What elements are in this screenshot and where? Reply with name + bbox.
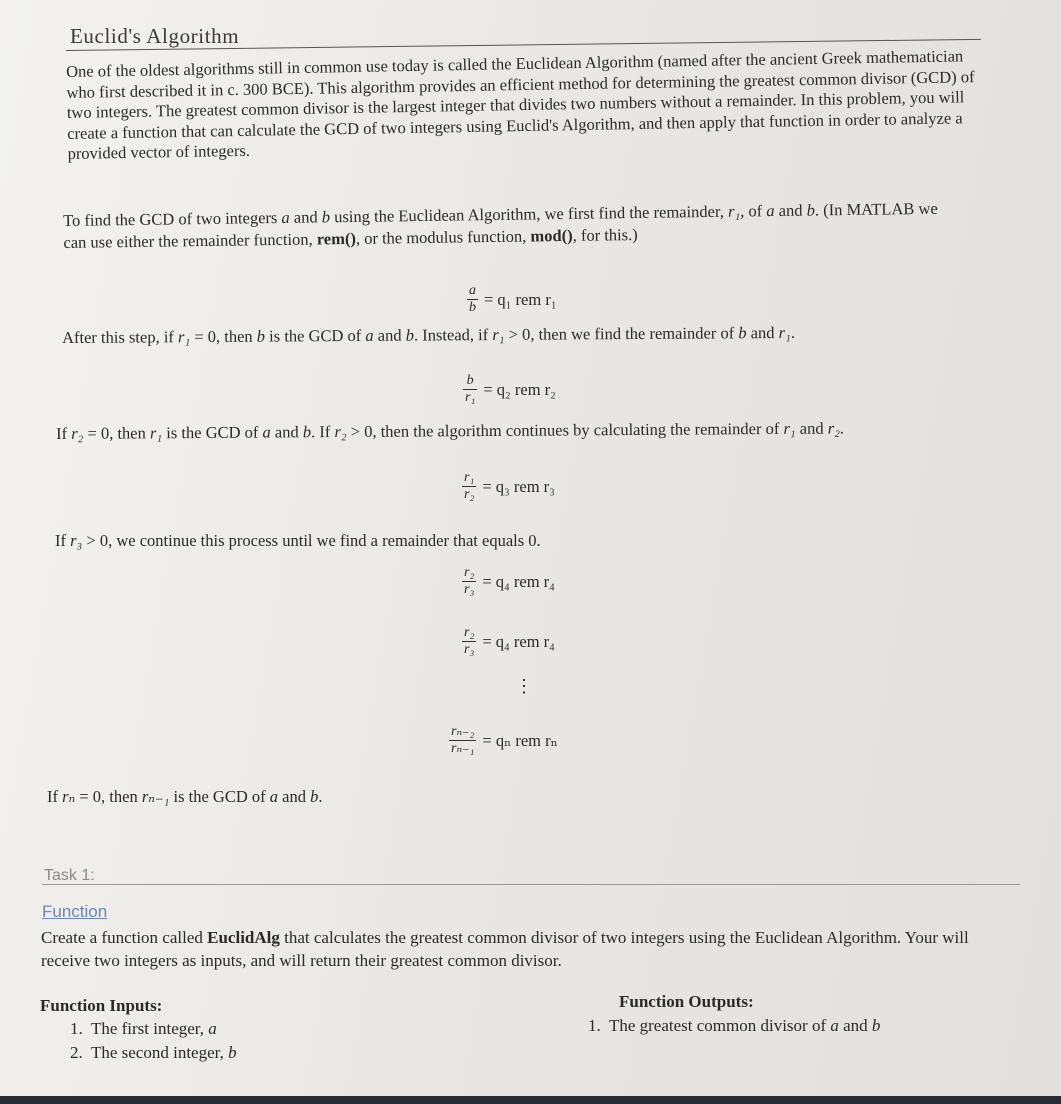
text: and bbox=[278, 787, 311, 806]
var: r₁ bbox=[149, 423, 163, 443]
var: b bbox=[302, 422, 312, 442]
fraction bbox=[462, 565, 476, 598]
numerator: r₁ bbox=[464, 470, 475, 485]
text: and bbox=[795, 418, 828, 438]
text: . bbox=[839, 418, 845, 438]
var: b bbox=[871, 1016, 881, 1035]
fraction bbox=[463, 373, 477, 406]
intro-text: One of the oldest algorithms still in common use today is called the Euclidean Algorithm (named after the ancient Greek mathematician who first described it in c. 300 BCE). This algorithm provides an efficient method for determining the greatest common divisor (GCD) of two integers. The greatest common divisor is the largest integer that divides two numbers without a remainder. In this problem, you will create a function that can calculate the GCD of two integers using Euclid's Algorithm, and then apply that function in order to analyze a provided vector of integers. bbox=[66, 46, 975, 163]
page-title: Euclid's Algorithm bbox=[70, 24, 240, 48]
var: r₁ bbox=[783, 418, 796, 438]
list-number: 1. bbox=[588, 1016, 601, 1035]
task-label: Task 1: bbox=[44, 867, 95, 884]
var: a bbox=[281, 207, 290, 227]
var: r₁ bbox=[727, 201, 741, 221]
text: . If bbox=[311, 422, 335, 442]
text: The greatest common divisor of bbox=[608, 1016, 831, 1035]
equation-3 bbox=[462, 470, 555, 503]
output-item-1 bbox=[588, 1016, 880, 1036]
var: rₙ bbox=[62, 787, 76, 806]
denominator: r₃ bbox=[464, 642, 475, 657]
var: b bbox=[806, 200, 816, 220]
task-description bbox=[41, 926, 981, 972]
input-item-1 bbox=[70, 1019, 217, 1039]
var: r₃ bbox=[70, 531, 83, 550]
numerator: rₙ₋₂ bbox=[451, 724, 475, 739]
numerator: b bbox=[466, 373, 474, 388]
text: Create a function called bbox=[41, 928, 208, 947]
text: and bbox=[373, 325, 406, 345]
text: , of bbox=[740, 201, 767, 221]
equation-5 bbox=[462, 625, 555, 658]
var: b bbox=[738, 323, 747, 343]
denominator: r₁ bbox=[465, 390, 476, 405]
function-inputs-heading: Function Inputs: bbox=[40, 996, 163, 1015]
equation-n bbox=[449, 724, 558, 757]
function-name: EuclidAlg bbox=[207, 928, 280, 947]
text: > 0, then the algorithm continues by calculating the remainder of bbox=[346, 418, 784, 441]
text: If bbox=[47, 787, 63, 806]
mod-function: mod() bbox=[530, 225, 573, 246]
var: r₁ bbox=[492, 324, 505, 344]
var: r₁ bbox=[177, 327, 191, 347]
denominator: b bbox=[469, 300, 476, 315]
fraction bbox=[462, 625, 476, 658]
var: rₙ₋₁ bbox=[141, 787, 170, 806]
var: a bbox=[830, 1016, 839, 1035]
rem-function: rem() bbox=[316, 228, 357, 249]
var: b bbox=[256, 326, 266, 346]
text: and bbox=[774, 200, 807, 221]
equation-4 bbox=[462, 565, 555, 598]
text: is the GCD of bbox=[264, 325, 366, 346]
equation-rhs: = q₃ rem r₃ bbox=[482, 476, 555, 496]
equation-rhs: = q₄ rem r₄ bbox=[482, 571, 555, 591]
text: = 0, then bbox=[190, 326, 257, 347]
var: a bbox=[208, 1019, 217, 1038]
text: If bbox=[56, 423, 72, 443]
text: . bbox=[318, 787, 323, 806]
bottom-bar bbox=[0, 1096, 1061, 1104]
text: , or the modulus function, bbox=[355, 226, 531, 248]
var: r₁ bbox=[778, 322, 791, 342]
denominator: rₙ₋₁ bbox=[451, 741, 475, 756]
text: . Instead, if bbox=[413, 324, 493, 345]
input-item-2 bbox=[70, 1043, 237, 1063]
text: . (In MATLAB we can use either the remainder function, bbox=[63, 198, 938, 252]
task-divider bbox=[42, 884, 1020, 885]
paragraph-step-4 bbox=[55, 530, 755, 552]
text: using the Euclidean Algorithm, we first find the remainder, bbox=[329, 201, 729, 227]
var: b bbox=[405, 325, 415, 345]
text: If bbox=[55, 531, 71, 550]
denominator: r₃ bbox=[464, 582, 475, 597]
text: > 0, we continue this process until we find a remainder that equals 0. bbox=[82, 531, 541, 550]
text: is the GCD of bbox=[169, 787, 270, 806]
fraction bbox=[467, 283, 478, 316]
equation-rhs: = q₄ rem r₄ bbox=[482, 631, 555, 651]
paragraph-conclusion bbox=[47, 786, 547, 808]
equation-rhs: = q₁ rem r₁ bbox=[484, 289, 557, 309]
equation-rhs: = qₙ rem rₙ bbox=[482, 730, 558, 750]
text: To find the GCD of two integers bbox=[63, 207, 282, 230]
text: and bbox=[289, 207, 322, 227]
numerator: r₂ bbox=[464, 625, 475, 640]
equation-rhs: = q₂ rem r₂ bbox=[483, 379, 556, 399]
var: b bbox=[310, 787, 319, 806]
var: r₂ bbox=[827, 418, 840, 438]
var: a bbox=[269, 787, 279, 806]
text: is the GCD of bbox=[162, 422, 263, 443]
text: and bbox=[270, 422, 303, 442]
text: The second integer, bbox=[90, 1043, 229, 1062]
text: and bbox=[838, 1016, 872, 1035]
paragraph-step-1 bbox=[63, 197, 964, 254]
var: r₂ bbox=[71, 423, 84, 443]
function-link[interactable]: Function bbox=[42, 902, 108, 921]
numerator: r₂ bbox=[464, 565, 475, 580]
list-number: 1. bbox=[70, 1019, 83, 1038]
fraction bbox=[462, 470, 476, 503]
paragraph-step-2 bbox=[62, 321, 962, 349]
equation-2 bbox=[463, 373, 556, 406]
text: = 0, then bbox=[75, 787, 142, 806]
text: that calculates the greatest common divisor of two integers using the Euclidean Algorithm. Your will receive two integers as inputs, and will return their greatest common divisor. bbox=[41, 928, 969, 970]
var: a bbox=[365, 325, 374, 345]
function-outputs-heading: Function Outputs: bbox=[619, 992, 754, 1011]
denominator: r₂ bbox=[464, 487, 475, 502]
text: > 0, then we find the remainder of bbox=[504, 323, 739, 344]
list-number: 2. bbox=[70, 1043, 83, 1062]
var: b bbox=[228, 1043, 237, 1062]
paragraph-step-3 bbox=[56, 416, 1016, 445]
var: r₂ bbox=[334, 421, 347, 442]
fraction bbox=[449, 724, 476, 757]
text: and bbox=[746, 322, 779, 343]
text: , for this.) bbox=[572, 224, 638, 245]
text: = 0, then bbox=[83, 423, 151, 443]
text: After this step, if bbox=[62, 327, 179, 347]
vertical-ellipsis: ⋮ bbox=[515, 676, 533, 696]
equation-1 bbox=[467, 283, 557, 316]
var: a bbox=[262, 422, 271, 442]
intro-paragraph bbox=[66, 46, 983, 164]
text: . bbox=[790, 322, 795, 342]
var: a bbox=[766, 201, 775, 221]
text: The first integer, bbox=[90, 1019, 209, 1038]
var: b bbox=[321, 207, 331, 227]
numerator: a bbox=[469, 283, 476, 298]
